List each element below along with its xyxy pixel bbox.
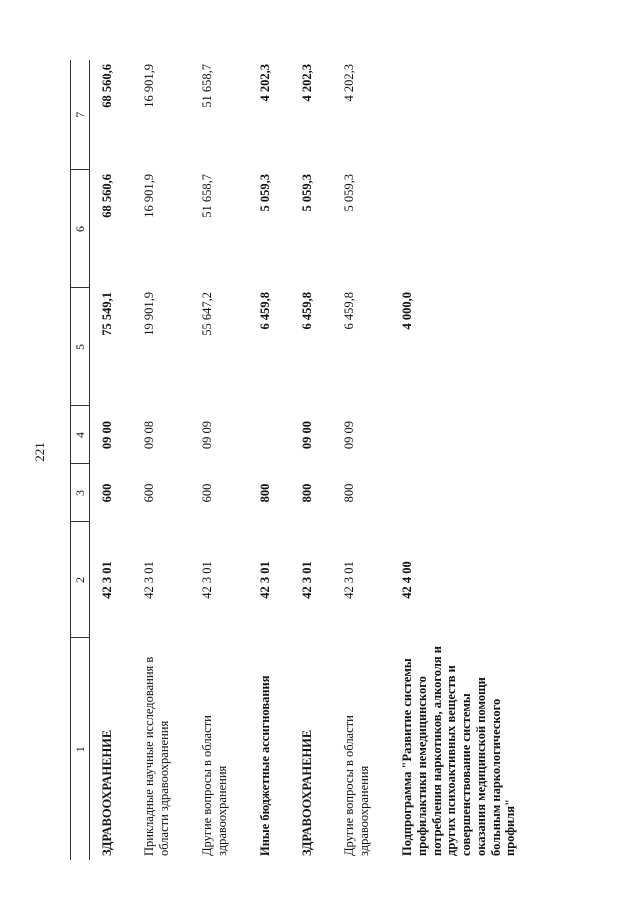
row-code: 42 3 01 (300, 561, 314, 599)
table-header-row (71, 60, 90, 860)
row-value-6: 51 658,7 (200, 174, 214, 218)
column-header: 5 (71, 288, 90, 406)
row-value-5: 4 000,0 (400, 292, 414, 330)
row-kvr: 600 (200, 483, 214, 503)
row-value-6: 16 901,9 (142, 174, 156, 218)
row-name: Прикладные научные исследования в области здравоохранения (142, 656, 171, 856)
row-value-6: 5 059,3 (300, 174, 314, 212)
table-row (190, 60, 248, 860)
row-code: 42 3 01 (342, 561, 356, 599)
row-section: 09 08 (142, 420, 156, 450)
row-kvr (390, 464, 560, 522)
row-code: 42 3 01 (200, 561, 214, 599)
row-value-6: 5 059,3 (258, 174, 272, 212)
row-kvr: 800 (300, 483, 314, 503)
column-header: 2 (71, 522, 90, 638)
column-header: 6 (71, 170, 90, 288)
row-value-6 (390, 170, 560, 288)
row-code: 42 3 01 (258, 561, 272, 599)
row-value-5: 75 549,1 (100, 292, 114, 336)
column-header: 1 (71, 638, 90, 860)
row-kvr: 600 (142, 483, 156, 503)
column-header: 7 (71, 60, 90, 170)
table-row (248, 60, 290, 860)
row-code: 42 3 01 (142, 561, 156, 599)
row-value-5: 6 459,8 (258, 292, 272, 330)
row-kvr: 800 (342, 483, 356, 503)
row-code: 42 3 01 (100, 561, 114, 599)
page-number-text: 221 (32, 442, 47, 462)
row-value-5: 6 459,8 (342, 292, 356, 330)
table-row (132, 60, 190, 860)
row-section: 09 09 (342, 420, 356, 450)
row-code: 42 4 00 (400, 561, 414, 599)
row-value-5: 55 647,2 (200, 292, 214, 336)
row-name: Другие вопросы в области здравоохранения (200, 715, 229, 856)
row-name: Подпрограмма "Развитие системы профилактики немедицинского потребления наркотиков, алкоголя и других психоактивных веществ и совершенствование системы оказания медицинской помощи больным наркологического профиля" (400, 646, 518, 856)
row-kvr: 600 (100, 483, 114, 503)
row-value-7: 16 901,9 (142, 64, 156, 108)
column-header: 3 (71, 464, 90, 522)
row-value-7: 4 202,3 (342, 64, 356, 102)
row-value-6: 68 560,6 (100, 174, 114, 218)
row-section: 09 00 (300, 420, 314, 450)
row-name: ЗДРАВООХРАНЕНИЕ (100, 729, 114, 856)
table-row (390, 60, 560, 860)
row-value-5: 6 459,8 (300, 292, 314, 330)
row-value-7: 68 560,6 (100, 64, 114, 108)
column-header: 4 (71, 406, 90, 464)
row-value-7 (390, 60, 560, 170)
row-section (390, 406, 560, 464)
row-value-7: 51 658,7 (200, 64, 214, 108)
row-value-7: 4 202,3 (258, 64, 272, 102)
row-value-7: 4 202,3 (300, 64, 314, 102)
table-row (90, 60, 133, 860)
row-name: ЗДРАВООХРАНЕНИЕ (300, 729, 314, 856)
budget-table-rotated (70, 60, 560, 860)
budget-table (70, 60, 560, 860)
row-section (248, 406, 290, 464)
row-value-5: 19 901,9 (142, 292, 156, 336)
table-row (290, 60, 332, 860)
row-section: 09 09 (200, 420, 214, 450)
row-value-6: 5 059,3 (342, 174, 356, 212)
row-name: Другие вопросы в области здравоохранения (342, 715, 371, 856)
table-row (332, 60, 390, 860)
row-section: 09 00 (100, 420, 114, 450)
row-kvr: 800 (258, 483, 272, 503)
row-name: Иные бюджетные ассигнования (258, 675, 272, 856)
